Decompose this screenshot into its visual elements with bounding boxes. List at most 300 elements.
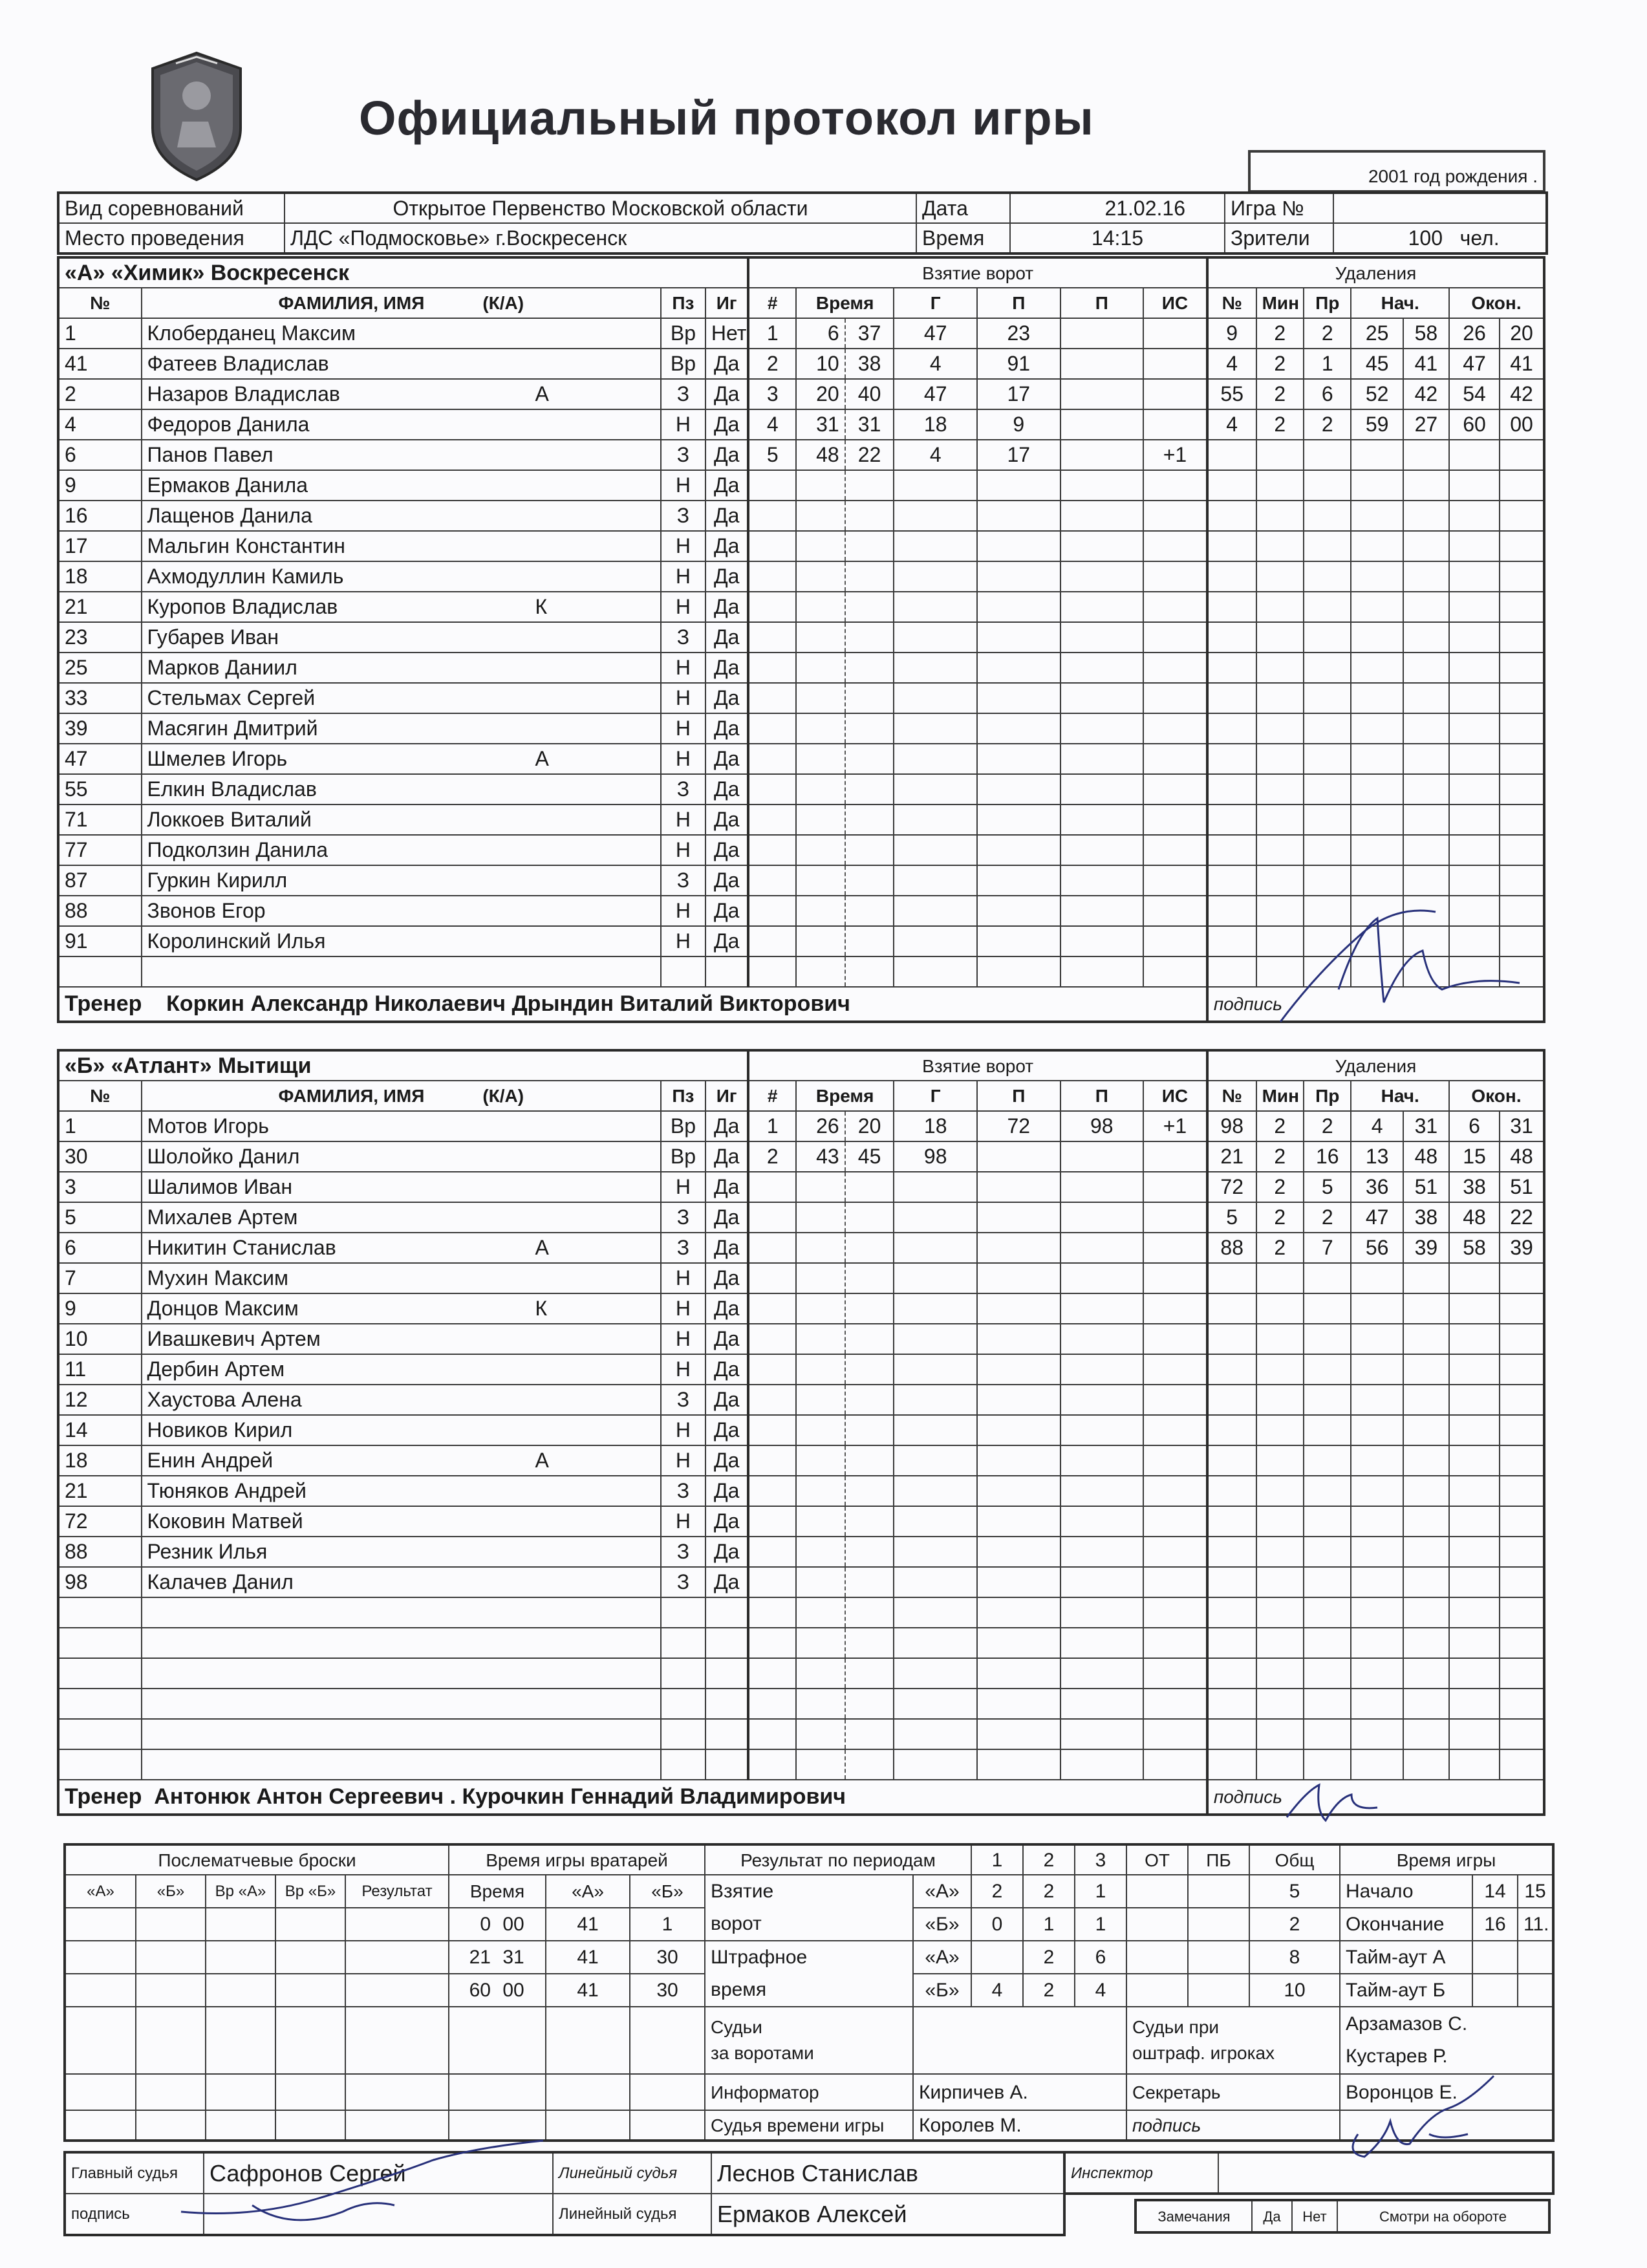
penalty-code (1304, 1719, 1351, 1749)
goal-assist-1 (977, 865, 1060, 896)
penalty-minutes: 2 (1256, 379, 1304, 409)
player-name: Хаустова Алена (147, 1388, 302, 1411)
so-empty (206, 2074, 275, 2110)
penalty-minutes (1256, 896, 1304, 926)
penalty-code (1304, 1385, 1351, 1415)
player-plays (705, 1749, 749, 1780)
goal-assist-2 (1060, 1415, 1144, 1445)
goal-judges-label-2: за воротами (711, 2043, 814, 2063)
goal-assist-1 (977, 1476, 1060, 1506)
player-name: Панов Павел (147, 443, 274, 466)
penalty-player (1207, 592, 1256, 622)
gk-col-time: Время (449, 1875, 546, 1908)
player-row (58, 1263, 1544, 1293)
pim-b-total: 10 (1249, 1974, 1340, 2007)
player-name: Ермаков Данила (147, 473, 308, 497)
penalty-start-sec (1403, 1506, 1449, 1537)
penalty-start-min: 52 (1351, 379, 1403, 409)
player-number: 33 (58, 683, 142, 713)
col-name-label: ФАМИЛИЯ, ИМЯ (278, 1086, 425, 1106)
player-name: Лащенов Данила (147, 504, 312, 527)
penalty-end-min (1449, 1506, 1500, 1537)
player-name: Никитин Станислав (147, 1236, 336, 1259)
penalty-end-min (1449, 805, 1500, 835)
player-name: Шмелев Игорь (147, 747, 288, 770)
goal-assist-2 (1060, 956, 1144, 987)
player-name: Куропов Владислав (147, 595, 338, 618)
penalty-minutes (1256, 1658, 1304, 1689)
goal-number (748, 865, 795, 896)
penalty-start-min: 59 (1351, 409, 1403, 440)
so-empty (136, 2110, 206, 2141)
player-position: З (661, 440, 705, 470)
goals-a-pb (1188, 1875, 1249, 1908)
penalty-end-sec (1500, 683, 1544, 713)
goal-assist-1 (977, 1658, 1060, 1689)
goal-scorer (894, 683, 977, 713)
end-min: 11. (1518, 1908, 1553, 1941)
goal-assist-1 (977, 774, 1060, 805)
secretary-value: Воронцов Е. (1340, 2074, 1553, 2110)
goal-assist-1 (977, 1749, 1060, 1780)
penalty-end-min (1449, 561, 1500, 592)
goal-scorer (894, 531, 977, 561)
goal-second (845, 1172, 894, 1202)
penalty-start-sec: 31 (1403, 1111, 1449, 1141)
goal-assist-1: 9 (977, 409, 1060, 440)
goal-second (845, 1415, 894, 1445)
goal-minute (796, 470, 845, 501)
goal-minute (796, 956, 845, 987)
goal-number (748, 1628, 795, 1658)
penalty-start-min (1351, 1628, 1403, 1658)
goal-assist-1 (977, 956, 1060, 987)
penalty-code: 7 (1304, 1233, 1351, 1263)
goal-number (748, 1354, 795, 1385)
team-b-table (57, 1049, 1545, 1816)
penalty-player (1207, 531, 1256, 561)
penalty-minutes (1256, 561, 1304, 592)
player-name-cell (142, 1537, 661, 1567)
goal-scorer (894, 865, 977, 896)
player-row (58, 349, 1544, 379)
penalty-end-sec: 51 (1500, 1172, 1544, 1202)
player-row (58, 1324, 1544, 1354)
penalty-start-min (1351, 1415, 1403, 1445)
penalty-code (1304, 1567, 1351, 1597)
col-name (142, 288, 661, 318)
player-name-cell (142, 561, 661, 592)
goal-assist-1 (977, 1385, 1060, 1415)
penalty-end-min (1449, 683, 1500, 713)
goal-second: 37 (845, 318, 894, 349)
goal-number (748, 1719, 795, 1749)
player-row (58, 531, 1544, 561)
goal-scorer (894, 774, 977, 805)
goals-label-2: ворот (711, 1913, 762, 1934)
remarks-table (1134, 2199, 1551, 2234)
player-name-cell (142, 1597, 661, 1628)
goal-assist-2 (1060, 531, 1144, 561)
goal-scorer (894, 501, 977, 531)
player-row (58, 896, 1544, 926)
player-plays: Да (705, 1293, 749, 1324)
goal-scorer (894, 805, 977, 835)
start-hour: 14 (1472, 1875, 1518, 1908)
player-row (58, 1537, 1544, 1567)
goal-scorer (894, 1415, 977, 1445)
player-number: 88 (58, 1537, 142, 1567)
informer-label: Информатор (705, 2074, 913, 2110)
player-row (58, 1445, 1544, 1476)
player-position: Н (661, 1506, 705, 1537)
goal-situation (1143, 1597, 1207, 1628)
col-ka-label: (К/А) (482, 1086, 524, 1106)
penalty-minutes (1256, 622, 1304, 653)
period-2: 2 (1023, 1844, 1075, 1875)
penalty-code (1304, 744, 1351, 774)
goal-number (748, 1476, 795, 1506)
goal-assist-2 (1060, 592, 1144, 622)
penalty-minutes (1256, 1476, 1304, 1506)
goal-minute (796, 896, 845, 926)
goal-assist-2 (1060, 774, 1144, 805)
player-row (58, 653, 1544, 683)
penalty-start-min (1351, 1506, 1403, 1537)
penalty-start-sec (1403, 1537, 1449, 1567)
penalty-code (1304, 653, 1351, 683)
penalty-end-min (1449, 1324, 1500, 1354)
player-name: Дербин Артем (147, 1357, 285, 1381)
player-row (58, 622, 1544, 653)
penalty-end-min (1449, 1689, 1500, 1719)
goal-situation (1143, 683, 1207, 713)
player-row (58, 1506, 1544, 1537)
player-row (58, 956, 1544, 987)
goal-scorer (894, 653, 977, 683)
goal-assist-2 (1060, 1597, 1144, 1628)
pim-b-p2: 2 (1023, 1974, 1075, 2007)
penalty-start-sec (1403, 1324, 1449, 1354)
player-row (58, 409, 1544, 440)
goal-number (748, 683, 795, 713)
goal-minute (796, 683, 845, 713)
goal-assist-2 (1060, 1749, 1144, 1780)
goal-situation (1143, 1172, 1207, 1202)
goal-scorer: 18 (894, 409, 977, 440)
goal-number (748, 622, 795, 653)
gk-empty (546, 2007, 630, 2074)
goal-number (748, 1415, 795, 1445)
period-3: 3 (1075, 1844, 1126, 1875)
goal-situation (1143, 896, 1207, 926)
player-number: 9 (58, 470, 142, 501)
player-name-cell (142, 531, 661, 561)
goal-assist-1 (977, 683, 1060, 713)
goal-minute (796, 1537, 845, 1567)
penalty-start-sec (1403, 1628, 1449, 1658)
player-number: 2 (58, 379, 142, 409)
player-plays: Да (705, 1445, 749, 1476)
goal-number (748, 926, 795, 956)
player-position: Вр (661, 1141, 705, 1172)
player-name-cell (142, 501, 661, 531)
pen-judges-label (1126, 2007, 1340, 2074)
penalty-code (1304, 896, 1351, 926)
so-empty (345, 1974, 449, 2007)
goal-minute (796, 653, 845, 683)
penalty-start-sec (1403, 926, 1449, 956)
penalty-start-min: 45 (1351, 349, 1403, 379)
penalty-start-min: 56 (1351, 1233, 1403, 1263)
penalty-minutes (1256, 1415, 1304, 1445)
player-number (58, 1658, 142, 1689)
penalty-minutes: 2 (1256, 1233, 1304, 1263)
penalty-start-min (1351, 501, 1403, 531)
penalty-end-sec (1500, 531, 1544, 561)
player-row (58, 1567, 1544, 1597)
goal-assist-2 (1060, 653, 1144, 683)
goal-assist-1 (977, 1202, 1060, 1233)
time-value: 14:15 (1010, 223, 1225, 254)
player-position: Н (661, 561, 705, 592)
player-plays (705, 1597, 749, 1628)
player-position (661, 1719, 705, 1749)
goal-minute (796, 1354, 845, 1385)
player-position: З (661, 1476, 705, 1506)
penalty-end-min (1449, 1597, 1500, 1628)
penalty-player (1207, 1628, 1256, 1658)
player-name-cell (142, 1233, 661, 1263)
player-position: З (661, 1537, 705, 1567)
penalty-minutes (1256, 592, 1304, 622)
gk-row-2-b: 30 (630, 1941, 705, 1974)
player-row (58, 1415, 1544, 1445)
penalty-start-min (1351, 592, 1403, 622)
penalty-start-sec: 58 (1403, 318, 1449, 349)
player-position: Н (661, 1445, 705, 1476)
goal-minute (796, 622, 845, 653)
player-row (58, 1141, 1544, 1172)
penalty-end-min (1449, 653, 1500, 683)
player-role: К (535, 1297, 548, 1320)
goal-minute: 10 (796, 349, 845, 379)
player-plays (705, 956, 749, 987)
goal-second (845, 1658, 894, 1689)
goal-situation (1143, 1506, 1207, 1537)
so-empty (275, 2007, 345, 2074)
goal-assist-2 (1060, 440, 1144, 470)
penalty-player (1207, 774, 1256, 805)
player-plays: Да (705, 501, 749, 531)
goal-scorer: 18 (894, 1111, 977, 1141)
penalty-start-min (1351, 622, 1403, 653)
goal-scorer (894, 1233, 977, 1263)
col-goal-is: ИС (1143, 1081, 1207, 1111)
player-number (58, 956, 142, 987)
penalty-start-min (1351, 1658, 1403, 1689)
player-number: 5 (58, 1202, 142, 1233)
gk-row-3-sec: 00 (502, 1980, 524, 2001)
player-number: 55 (58, 774, 142, 805)
goal-scorer (894, 1689, 977, 1719)
penalty-end-sec: 31 (1500, 1111, 1544, 1141)
penalty-start-sec: 39 (1403, 1233, 1449, 1263)
goal-second (845, 896, 894, 926)
player-number: 21 (58, 592, 142, 622)
penalty-player (1207, 1324, 1256, 1354)
goal-situation (1143, 318, 1207, 349)
player-number: 6 (58, 1233, 142, 1263)
goal-assist-1 (977, 1263, 1060, 1293)
team-a-coaches: Коркин Александр Николаевич Дрындин Виталий Викторович (166, 991, 850, 1016)
gk-row-2-sec: 31 (502, 1947, 524, 1968)
goal-number (748, 835, 795, 865)
gk-empty (449, 2110, 546, 2141)
goals-a-p2: 2 (1023, 1875, 1075, 1908)
time-label: Время (916, 223, 1010, 254)
spectators-label: Зрители (1225, 223, 1333, 254)
spectators-value: 100 (1408, 226, 1443, 250)
player-role: А (535, 382, 549, 405)
col-pen-end: Окон. (1449, 288, 1544, 318)
penalty-start-min (1351, 1263, 1403, 1293)
goal-situation (1143, 561, 1207, 592)
penalty-code (1304, 531, 1351, 561)
penalty-player (1207, 1415, 1256, 1445)
goal-assist-1 (977, 1689, 1060, 1719)
player-plays: Да (705, 1233, 749, 1263)
penalty-end-sec (1500, 1476, 1544, 1506)
goal-situation (1143, 1628, 1207, 1658)
competition-value: Открытое Первенство Московской области (285, 193, 916, 223)
goal-scorer (894, 1506, 977, 1537)
goal-number (748, 1202, 795, 1233)
so-empty (275, 1941, 345, 1974)
goal-situation (1143, 744, 1207, 774)
player-plays (705, 1628, 749, 1658)
player-name: Локкоев Виталий (147, 808, 312, 831)
penalty-code (1304, 956, 1351, 987)
penalty-start-sec (1403, 1567, 1449, 1597)
goal-scorer (894, 744, 977, 774)
penalty-start-sec (1403, 622, 1449, 653)
penalty-code (1304, 835, 1351, 865)
penalty-end-sec: 22 (1500, 1202, 1544, 1233)
penalty-start-sec (1403, 805, 1449, 835)
player-row (58, 592, 1544, 622)
penalty-end-sec (1500, 592, 1544, 622)
penalty-code (1304, 805, 1351, 835)
player-name: Масягин Дмитрий (147, 717, 318, 740)
goal-minute (796, 1476, 845, 1506)
goal-assist-1 (977, 1567, 1060, 1597)
player-number: 71 (58, 805, 142, 835)
player-number: 72 (58, 1506, 142, 1537)
goal-assist-2 (1060, 835, 1144, 865)
player-position: Н (661, 835, 705, 865)
penalty-code (1304, 1263, 1351, 1293)
goal-situation (1143, 1263, 1207, 1293)
pim-a-p3: 6 (1075, 1941, 1126, 1974)
col-goal-time: Время (796, 1081, 894, 1111)
goal-situation (1143, 470, 1207, 501)
start-label: Начало (1340, 1875, 1472, 1908)
penalty-player (1207, 896, 1256, 926)
player-position: З (661, 1233, 705, 1263)
penalty-start-sec (1403, 653, 1449, 683)
goal-assist-2: 98 (1060, 1111, 1144, 1141)
penalty-start-min: 25 (1351, 318, 1403, 349)
goal-minute (796, 713, 845, 744)
so-empty (275, 2110, 345, 2141)
penalty-start-sec (1403, 1658, 1449, 1689)
player-row (58, 683, 1544, 713)
goal-situation (1143, 713, 1207, 744)
timekeeper-label: Судья времени игры (705, 2110, 913, 2141)
remarks-no[interactable]: Нет (1292, 2200, 1337, 2232)
player-plays: Да (705, 653, 749, 683)
penalty-end-sec: 00 (1500, 409, 1544, 440)
penalty-end-sec (1500, 713, 1544, 744)
player-position: Н (661, 409, 705, 440)
col-goal-p2: П (1060, 1081, 1144, 1111)
player-name: Калачев Данил (147, 1570, 294, 1593)
col-goal-time: Время (796, 288, 894, 318)
remarks-yes[interactable]: Да (1252, 2200, 1292, 2232)
gk-col-b: «Б» (630, 1875, 705, 1908)
goal-assist-2 (1060, 1628, 1144, 1658)
player-plays: Да (705, 592, 749, 622)
player-row (58, 865, 1544, 896)
team-a-coach-label: Тренер (65, 991, 142, 1016)
goal-scorer (894, 1445, 977, 1476)
team-a-signature: подпись (1207, 987, 1544, 1022)
player-name-cell (142, 896, 661, 926)
player-position: Н (661, 653, 705, 683)
pim-a-total: 8 (1249, 1941, 1340, 1974)
penalty-start-min (1351, 896, 1403, 926)
gk-empty (449, 2007, 546, 2074)
player-row (58, 1385, 1544, 1415)
penalty-start-min (1351, 1476, 1403, 1506)
player-name-cell (142, 1415, 661, 1445)
penalty-code (1304, 713, 1351, 744)
goal-minute (796, 1172, 845, 1202)
player-number: 16 (58, 501, 142, 531)
player-row (58, 1597, 1544, 1628)
penalty-player (1207, 926, 1256, 956)
penalty-code (1304, 926, 1351, 956)
penalty-minutes (1256, 926, 1304, 956)
penalty-start-min (1351, 1749, 1403, 1780)
player-name-cell (142, 622, 661, 653)
col-ig: Иг (705, 1081, 749, 1111)
penalty-end-min (1449, 926, 1500, 956)
timeout-a-value (1472, 1941, 1518, 1974)
penalty-code (1304, 1354, 1351, 1385)
goal-second (845, 956, 894, 987)
penalty-end-min: 60 (1449, 409, 1500, 440)
player-name-cell (142, 1111, 661, 1141)
player-plays: Да (705, 1415, 749, 1445)
penalty-code (1304, 592, 1351, 622)
so-empty (345, 1908, 449, 1941)
goal-minute: 26 (796, 1111, 845, 1141)
penalty-start-sec (1403, 1476, 1449, 1506)
player-number (58, 1719, 142, 1749)
goal-scorer (894, 1172, 977, 1202)
